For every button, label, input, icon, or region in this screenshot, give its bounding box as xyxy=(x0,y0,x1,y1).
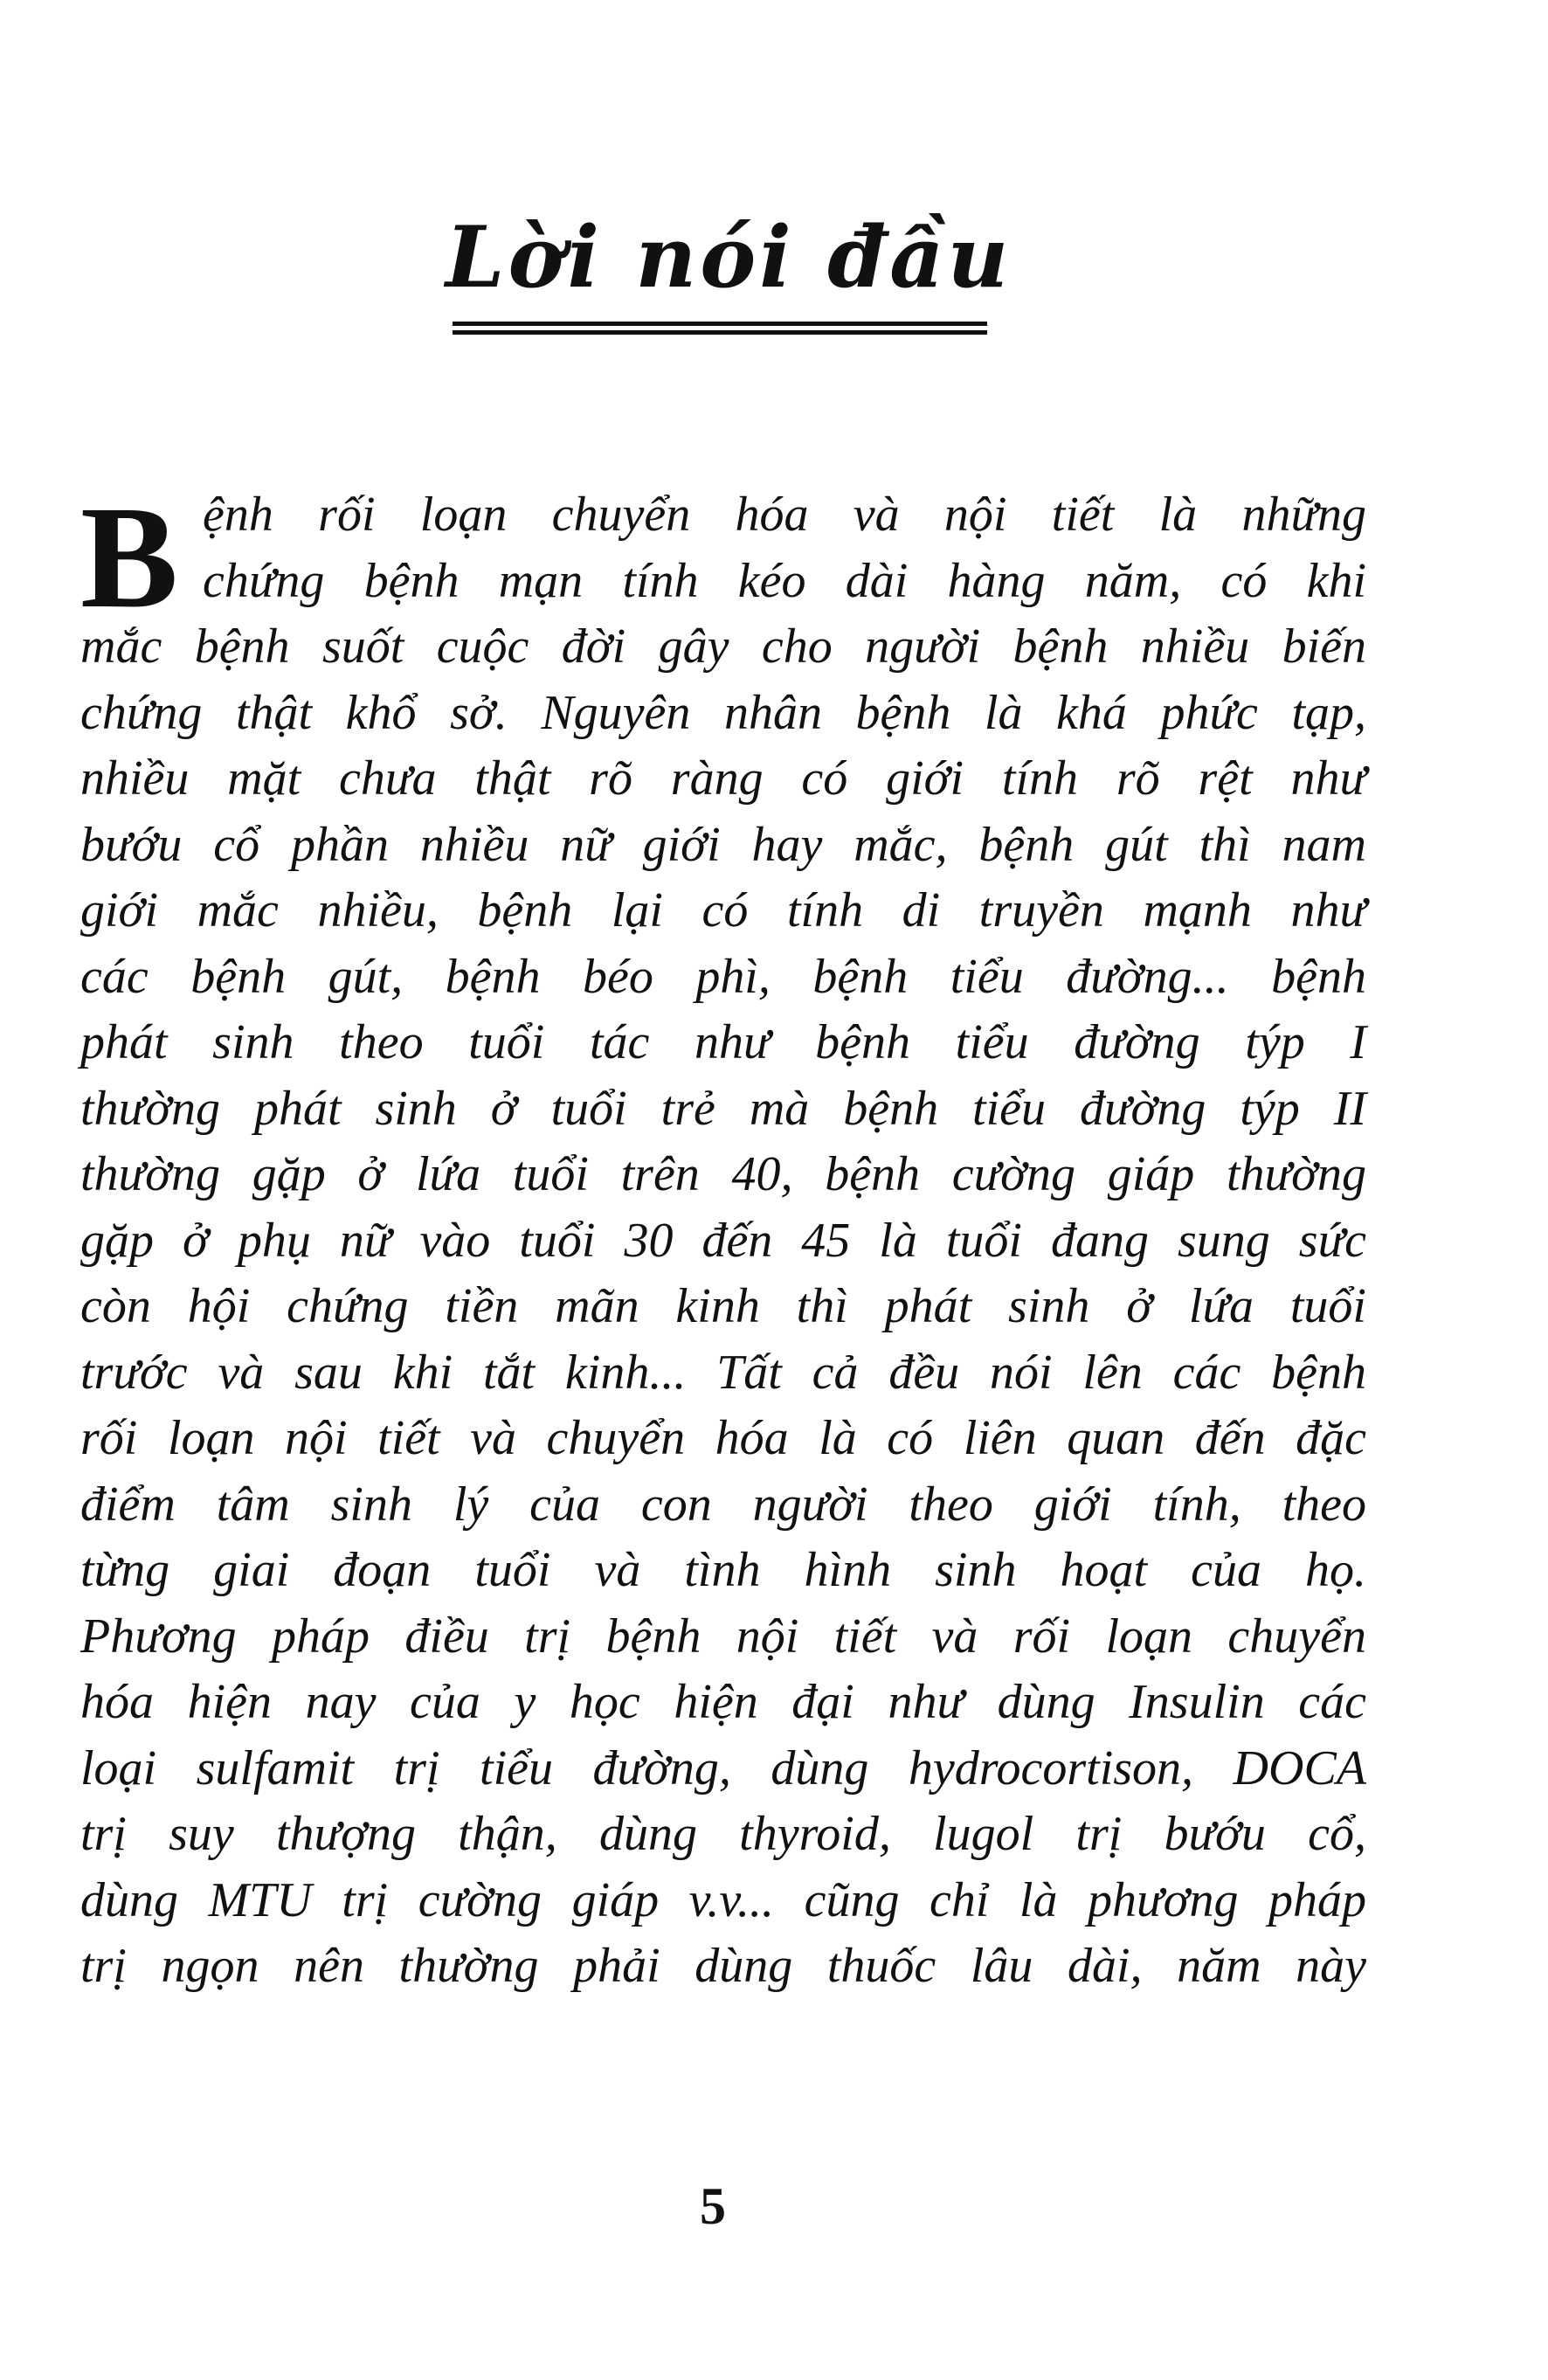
text-line: chứng bệnh mạn tính kéo dài hàng năm, có khi xyxy=(203,553,1366,608)
title-underline xyxy=(453,322,987,336)
text-line: thường gặp ở lứa tuổi trên 40, bệnh cường giáp thường xyxy=(80,1147,1366,1201)
text-line: từng giai đoạn tuổi và tình hình sinh hoạt của họ. xyxy=(80,1543,1366,1597)
title-underline-bottom xyxy=(453,330,987,335)
text-line: chứng thật khổ sở. Nguyên nhân bệnh là khá phức tạp, xyxy=(80,685,1366,740)
text-line: bướu cổ phần nhiều nữ giới hay mắc, bệnh gút thì nam xyxy=(80,817,1366,872)
text-line: điểm tâm sinh lý của con người theo giới tính, theo xyxy=(80,1477,1366,1532)
text-line: trị suy thượng thận, dùng thyroid, lugol trị bướu cổ, xyxy=(80,1807,1366,1861)
text-line: hóa hiện nay của y học hiện đại như dùng Insulin các xyxy=(80,1675,1366,1729)
text-line: còn hội chứng tiền mãn kinh thì phát sinh ở lứa tuổi xyxy=(80,1279,1366,1333)
body-paragraph xyxy=(80,476,1366,2000)
text-line: giới mắc nhiều, bệnh lại có tính di truyền mạnh như xyxy=(80,883,1366,937)
text-line: phát sinh theo tuổi tác như bệnh tiểu đường týp I xyxy=(80,1015,1366,1069)
text-line: nhiều mặt chưa thật rõ ràng có giới tính rõ rệt như xyxy=(80,751,1366,806)
text-line: thường phát sinh ở tuổi trẻ mà bệnh tiểu đường týp II xyxy=(80,1081,1366,1136)
page-title: Lời nói đầu xyxy=(446,208,1012,307)
text-line: gặp ở phụ nữ vào tuổi 30 đến 45 là tuổi đang sung sức xyxy=(80,1213,1366,1268)
title-underline-top xyxy=(453,322,987,326)
text-line: ệnh rối loạn chuyển hóa và nội tiết là những xyxy=(203,488,1366,542)
text-line: các bệnh gút, bệnh béo phì, bệnh tiểu đường... bệnh xyxy=(80,949,1366,1004)
text-line: rối loạn nội tiết và chuyển hóa là có liên quan đến đặc xyxy=(80,1411,1366,1465)
text-line: trị ngọn nên thường phải dùng thuốc lâu dài, năm này xyxy=(80,1939,1366,1993)
page-number: 5 xyxy=(700,2177,726,2235)
drop-cap: B xyxy=(80,476,179,639)
text-line: mắc bệnh suốt cuộc đời gây cho người bệnh nhiều biến xyxy=(80,619,1366,674)
text-line: trước và sau khi tắt kinh... Tất cả đều nói lên các bệnh xyxy=(80,1345,1366,1400)
text-line: Phương pháp điều trị bệnh nội tiết và rối loạn chuyển xyxy=(80,1609,1366,1664)
text-line: loại sulfamit trị tiểu đường, dùng hydrocortison, DOCA xyxy=(80,1740,1366,1795)
text-line: dùng MTU trị cường giáp v.v... cũng chỉ là phương pháp xyxy=(80,1872,1366,1927)
